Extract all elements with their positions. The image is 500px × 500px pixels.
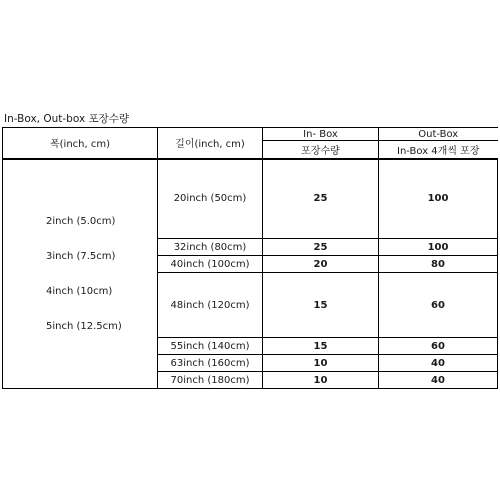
length-cell: 70inch (180cm) (158, 372, 263, 389)
inbox-qty-cell: 25 (263, 159, 379, 239)
length-cell: 20inch (50cm) (158, 159, 263, 239)
header-outbox: Out-Box (379, 128, 498, 141)
width-item: 4inch (10cm) (46, 285, 113, 297)
outbox-qty-cell: 80 (379, 256, 498, 273)
header-outbox-qty: In-Box 4개씩 포장 (379, 141, 498, 159)
table-caption: In-Box, Out-box 포장수량 (4, 113, 130, 125)
width-item: 3inch (7.5cm) (46, 250, 116, 262)
outbox-qty-cell: 100 (379, 239, 498, 256)
width-item: 2inch (5.0cm) (46, 215, 116, 227)
outbox-qty-cell: 40 (379, 372, 498, 389)
header-row-top (3, 128, 498, 141)
length-cell: 63inch (160cm) (158, 355, 263, 372)
width-list-cell (3, 159, 158, 389)
inbox-qty-cell: 15 (263, 273, 379, 338)
length-cell: 48inch (120cm) (158, 273, 263, 338)
width-list (46, 213, 157, 335)
inbox-qty-cell: 10 (263, 372, 379, 389)
header-inbox-qty: 포장수량 (263, 141, 379, 159)
inbox-qty-cell: 20 (263, 256, 379, 273)
header-length: 길이(inch, cm) (158, 128, 263, 159)
packaging-table (2, 127, 498, 389)
header-width: 폭(inch, cm) (3, 128, 158, 159)
outbox-qty-cell: 100 (379, 159, 498, 239)
length-cell: 40inch (100cm) (158, 256, 263, 273)
outbox-qty-cell: 60 (379, 338, 498, 355)
length-cell: 32inch (80cm) (158, 239, 263, 256)
header-inbox: In- Box (263, 128, 379, 141)
outbox-qty-cell: 40 (379, 355, 498, 372)
inbox-qty-cell: 10 (263, 355, 379, 372)
inbox-qty-cell: 25 (263, 239, 379, 256)
width-item: 5inch (12.5cm) (46, 320, 122, 332)
table-row (3, 159, 498, 239)
inbox-qty-cell: 15 (263, 338, 379, 355)
length-cell: 55inch (140cm) (158, 338, 263, 355)
outbox-qty-cell: 60 (379, 273, 498, 338)
